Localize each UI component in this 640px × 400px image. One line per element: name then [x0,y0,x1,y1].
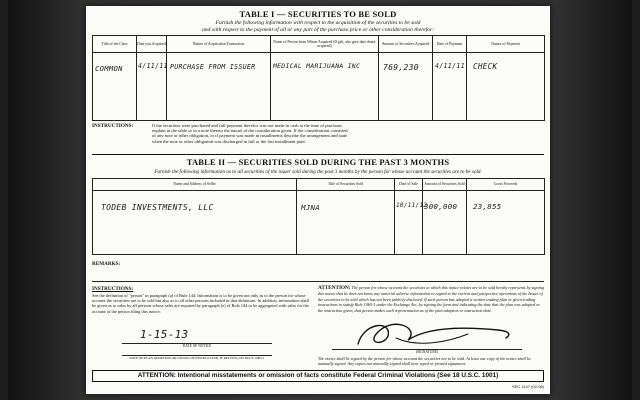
table2-header-title: Title of Securities Sold [297,179,395,191]
table1-row [93,53,545,121]
table1-header-from-whom: Name of Person from Whom Acquired (If gift, also give date donor acquired) [271,36,379,53]
attention-notice-text: The person for whose account the securities to which this notice relates are to be sold hereby represents by signing this notice that he does not know any material adverse information in regard to the current and prospective operations of the Issuer of the securities to be sold which has not been publicly disclosed. If such person has adopted a written trading plan or given trading instructions to satisfy Rule 10b5-1 under the Exchange Act, by signing the form and indicating the date that the plan was adopted or the instruction given, that person makes such representation as of the plan adoption or instruction date. [318,285,544,313]
table2-header-date: Date of Sale [395,179,423,191]
table2-header-amount: Amount of Securities Sold [423,179,467,191]
cell-gross-proceeds: 23,855 [473,202,502,211]
table1-header-title-class: Title of the Class [93,36,137,53]
table2-subtitle: Furnish the following information as to all securities of the issuer sold during the past 3 months by the person for whose account the securities are to be sold. [154,169,482,175]
table1-header-row [93,36,545,53]
table1-header-date-acquired: Date you Acquired [137,36,167,53]
cell-seller: TODEB INVESTMENTS, LLC [101,203,214,212]
attention-notice-label: ATTENTION: [318,285,351,291]
instructions2-text: See the definition of "person" in paragraph (a) of Rule 144. Information is to be given not only as to the person for whose account the securities are to be sold but also as to all other persons included in that definition. In addition, information shall be given as to sales by all persons whose sales are required by paragraph (e) of Rule 144 to be aggregated with sales for the account of the person filing this notice. [92,293,309,314]
cell-nature: PURCHASE FROM ISSUER [170,63,256,71]
remarks-rule [92,281,544,282]
instructions1-text: If the securities were purchased and full payment therefor was not made in cash at the time of purchase, explain in the table or in a note thereto the nature of the consideration given. If the consideration consisted of any note or other obligation, or if payment was made in installments describe the arrangement and state when the note or other obligation was discharged in full or the last installment paid. [152,123,348,144]
table1-subtitle-1: Furnish the following information with respect to the acquisition of the securities to be sold [215,20,421,26]
table1-header-payment-nature: Nature of Payment [467,36,545,53]
footer-attention: ATTENTION: Intentional misstatements or omission of facts constitute Federal Criminal Violations (See 18 U.S.C. 1001) [92,370,544,382]
plan-date-label: DATE OF PLAN ADOPTION OR GIVING OF INSTRUCTION, IF RELYING ON RULE 10B5-1 [129,356,265,360]
table1-title: TABLE I — SECURITIES TO BE SOLD [239,9,397,19]
table2-header-seller: Name and Address of Seller [93,179,297,191]
cell-date-acquired: 4/11/11 [138,62,168,70]
cell-sale-date: 10/11/12 [396,202,428,209]
signature-note: The notice shall be signed by the person for whose account the securities are to be sold. At least one copy of the notice shall be manually signed. Any copies not manually signed shall bear typed or printed signatures. [318,356,531,367]
table2 [92,178,545,255]
instructions1-label: INSTRUCTIONS: [92,123,134,129]
cell-securities-title: MJNA [301,203,320,212]
form-144-page [86,6,550,394]
signature-label: (SIGNATURE) [415,350,439,354]
cell-amount-sold: 300,000 [424,202,458,211]
table1-header-payment-date: Date of Payment [433,36,467,53]
cell-title-class: COMMON [95,64,123,73]
form-number: SEC 1147 (02-08) [512,384,544,389]
table1-header-amount: Amount of Securities Acquired [379,36,433,53]
cell-amount: 769,230 [383,63,419,72]
table2-header-row [93,179,545,191]
table1-subtitle-2: and with respect to the payment of all or any part of the purchase price or other consideration therefor: [201,27,435,33]
section-divider [92,154,544,155]
table2-row [93,191,545,255]
cell-payment-nature: CHECK [473,62,498,71]
table1 [92,35,545,121]
cell-from-whom: MEDICAL MARIJUANA INC [273,62,361,70]
table1-header-nature: Nature of Acquisition Transaction [167,36,271,53]
table2-title: TABLE II — SECURITIES SOLD DURING THE PAST 3 MONTHS [186,157,450,167]
instructions2-label: INSTRUCTIONS: [92,286,134,292]
table2-header-proceeds: Gross Proceeds [467,179,545,191]
cell-payment-date: 4/11/11 [435,62,465,70]
signature-scribble [348,318,518,350]
date-of-notice-label: DATE OF NOTICE [182,344,212,348]
remarks-label: REMARKS: [92,261,121,267]
date-of-notice-value: 1-15-13 [140,328,189,341]
